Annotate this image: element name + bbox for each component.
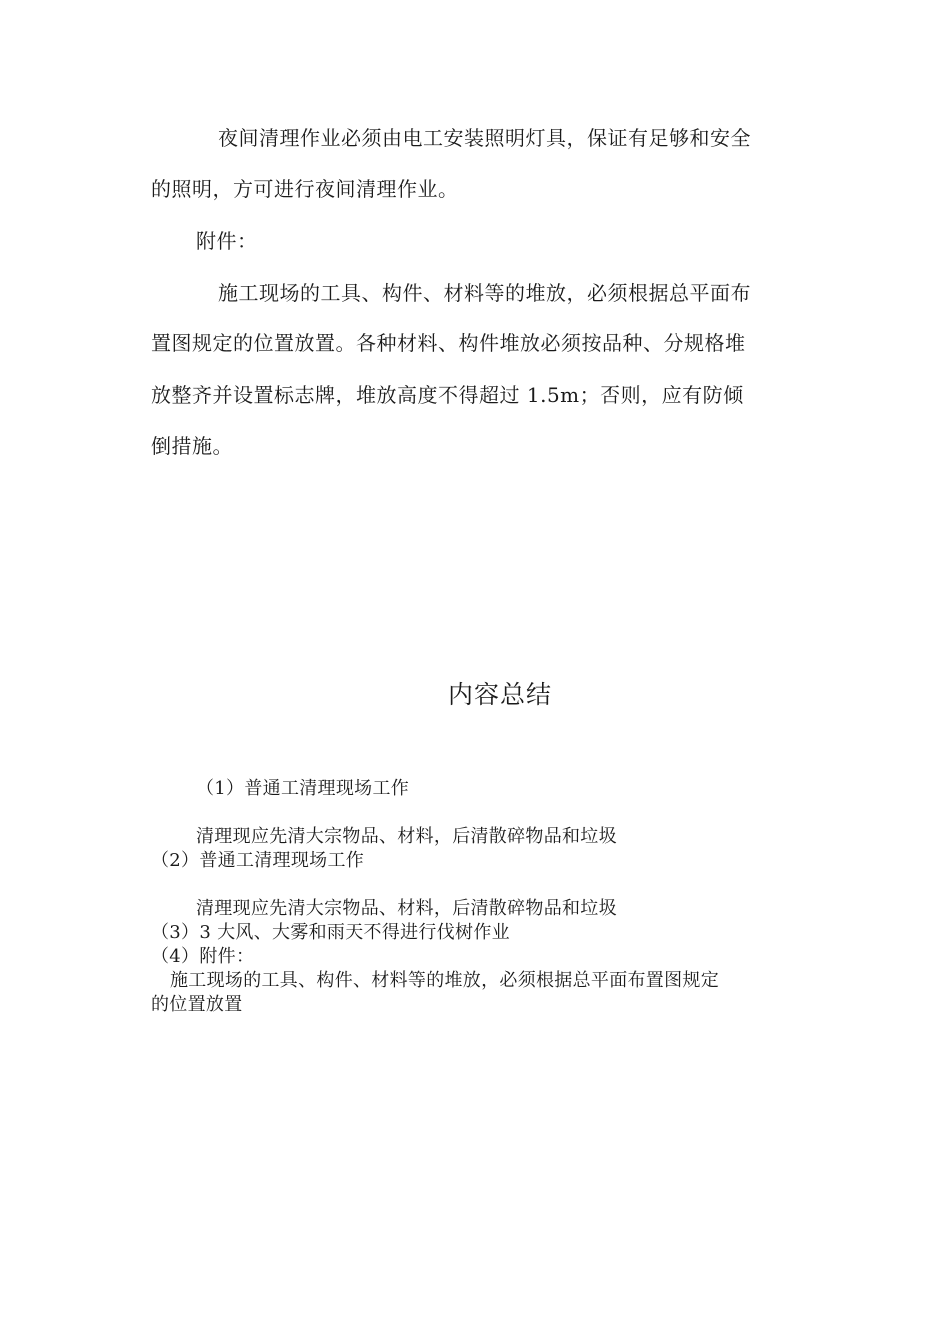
summary-item-4: （4）附件： <box>151 946 255 967</box>
paragraph-2-line-2: 置图规定的位置放置。各种材料、构件堆放必须按品种、分规格堆 <box>151 331 746 355</box>
summary-item-3: （3）3 大风、大雾和雨天不得进行伐树作业 <box>151 922 510 943</box>
summary-item-4-line-2: 的位置放置 <box>151 994 243 1015</box>
summary-item-2-detail: 清理现应先清大宗物品、材料，后清散碎物品和垃圾 <box>196 898 617 919</box>
paragraph-1-line-1: 夜间清理作业必须由电工安装照明灯具，保证有足够和安全 <box>218 126 751 150</box>
summary-item-1: （1）普通工清理现场工作 <box>196 778 410 799</box>
paragraph-1-line-2: 的照明，方可进行夜间清理作业。 <box>151 177 459 201</box>
summary-item-1-detail: 清理现应先清大宗物品、材料，后清散碎物品和垃圾 <box>196 826 617 847</box>
attachment-label: 附件： <box>196 229 258 253</box>
paragraph-2-line-3: 放整齐并设置标志牌，堆放高度不得超过 1.5m；否则，应有防倾 <box>151 383 744 407</box>
paragraph-2-line-4: 倒措施。 <box>151 434 233 458</box>
summary-item-4-line-1: 施工现场的工具、构件、材料等的堆放，必须根据总平面布置图规定 <box>170 970 719 991</box>
summary-title: 内容总结 <box>448 680 553 709</box>
paragraph-2-line-1: 施工现场的工具、构件、材料等的堆放，必须根据总平面布 <box>218 281 751 305</box>
summary-item-2: （2）普通工清理现场工作 <box>151 850 365 871</box>
